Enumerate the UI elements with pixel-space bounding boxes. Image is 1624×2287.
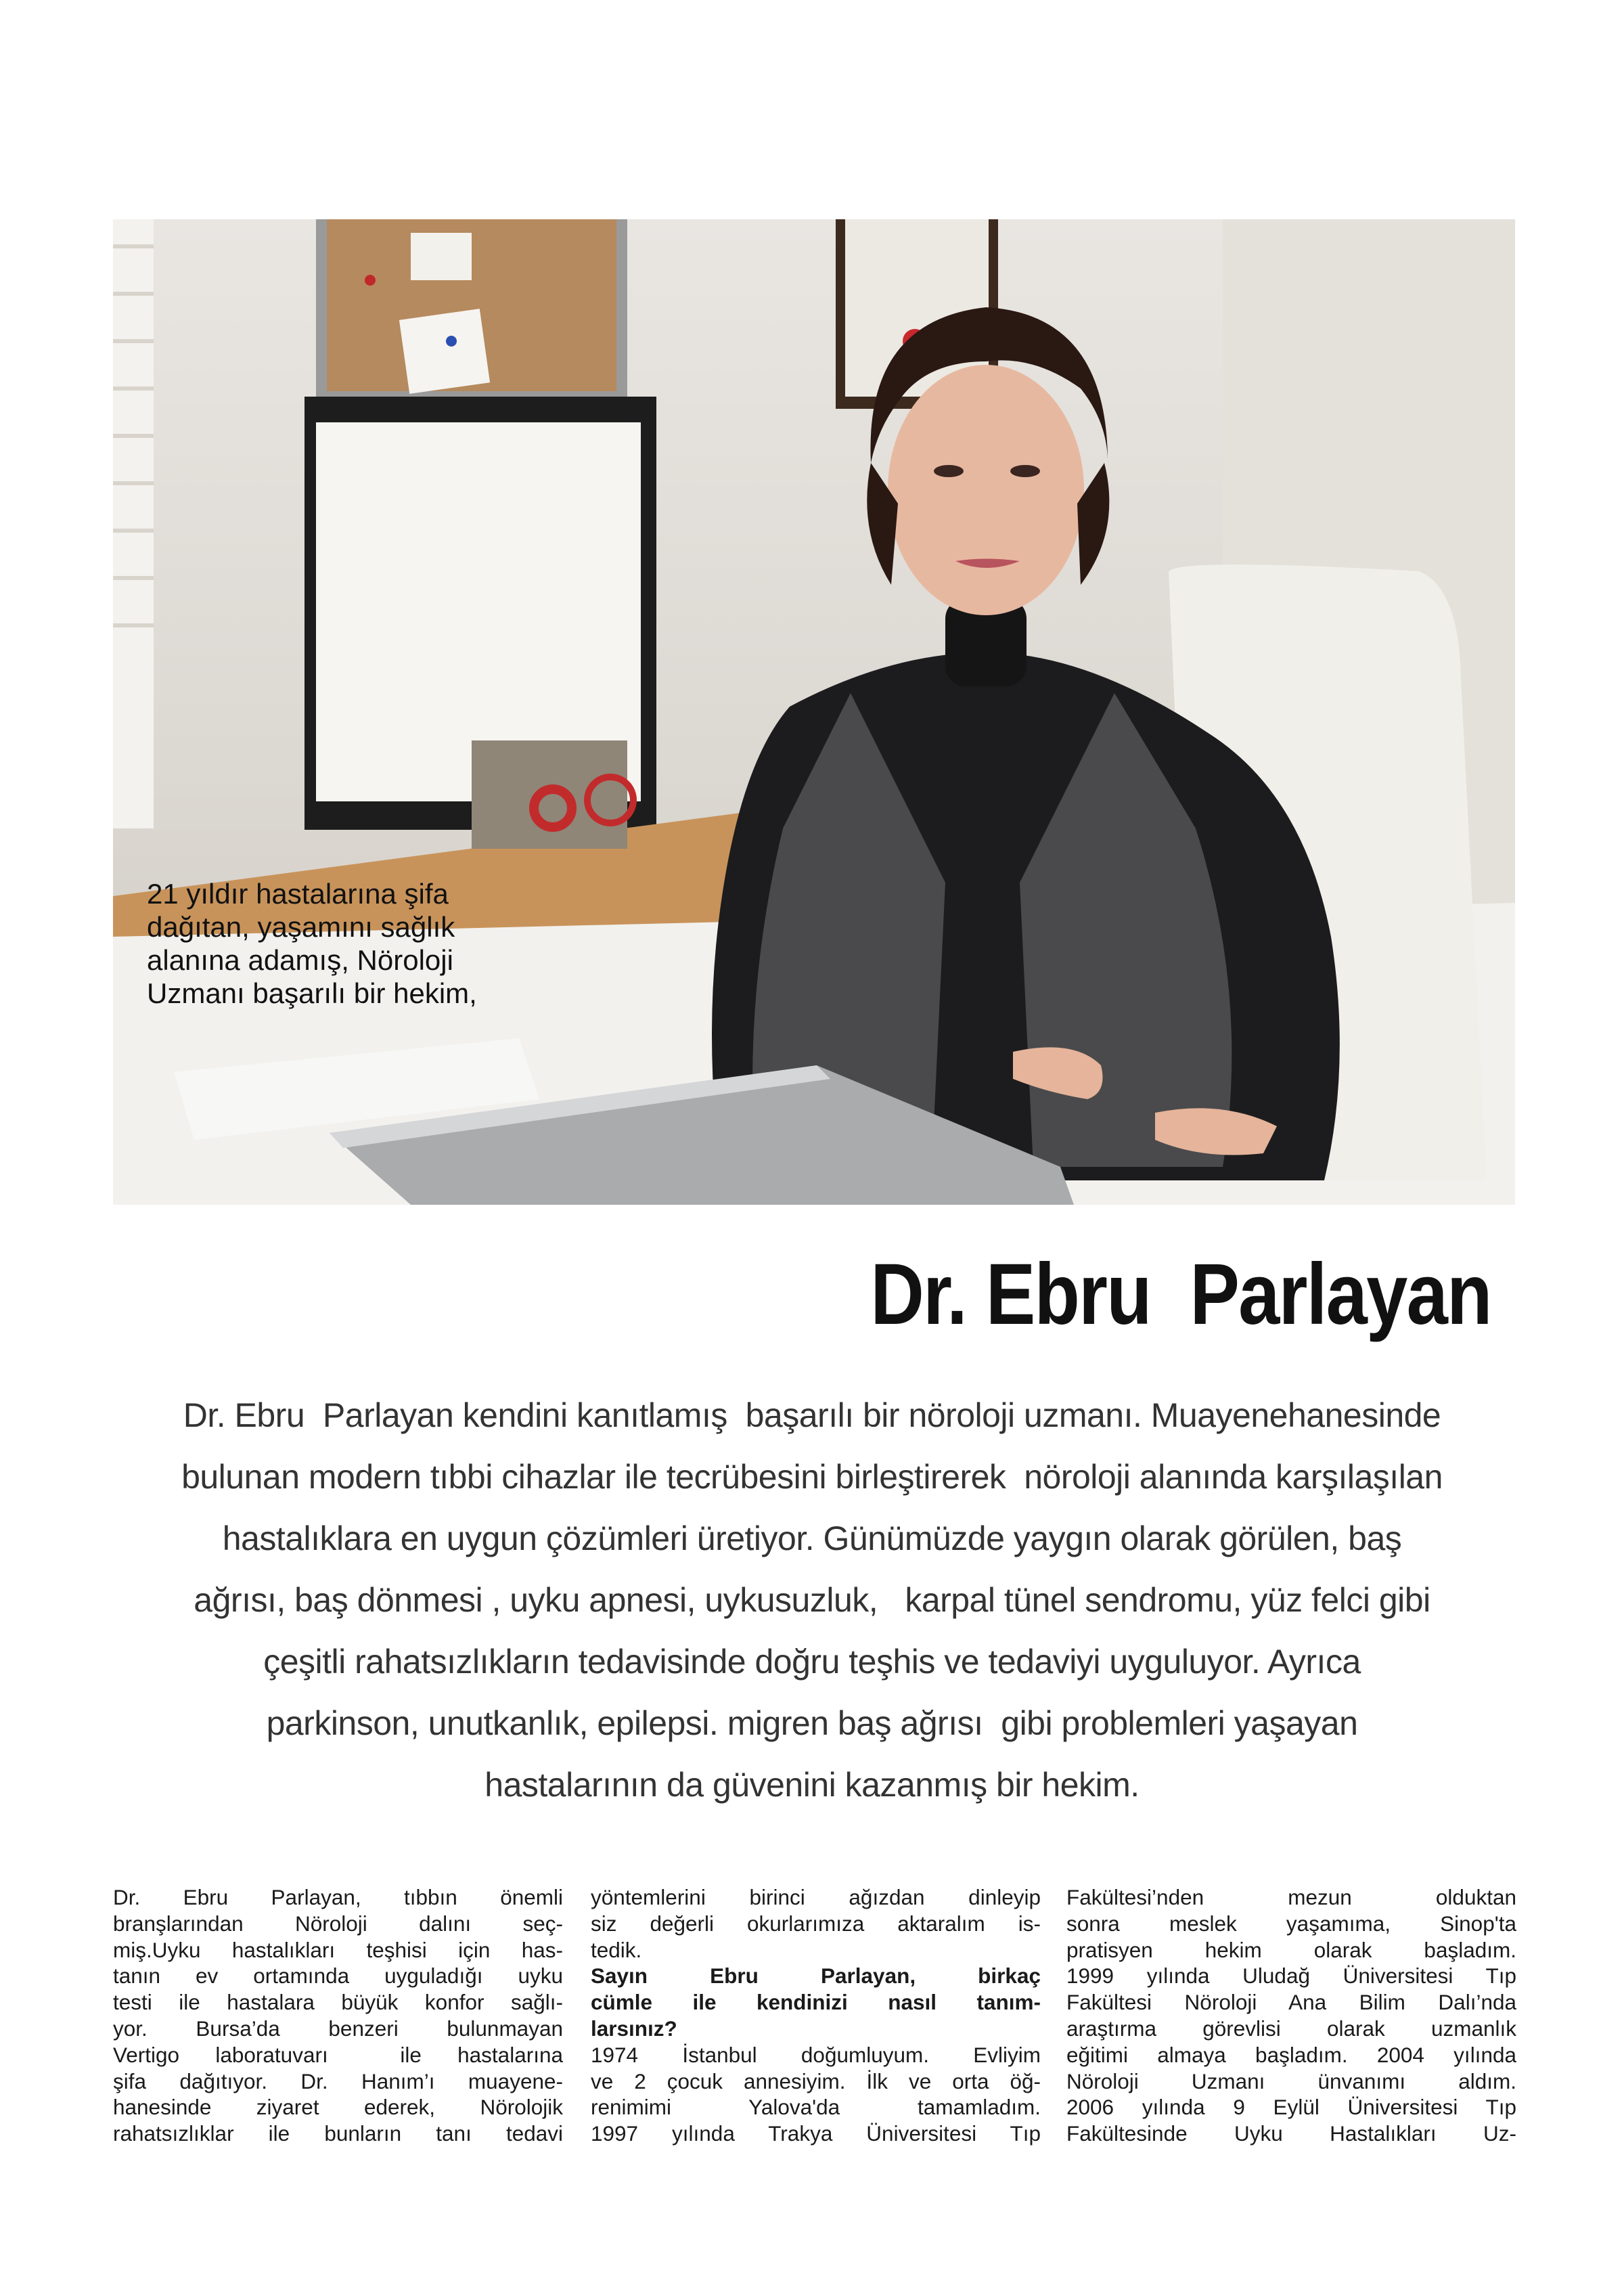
lead-line: bulunan modern tıbbi cihazlar ile tecrübesini birleştirerek nöroloji alanında karşılaşılan xyxy=(181,1458,1443,1496)
body-line: sonra meslek yaşamıma, Sinop'ta xyxy=(1066,1911,1516,1936)
lead-paragraph xyxy=(108,1385,1516,1816)
body-line: testi ile hastalara büyük konfor sağlı- xyxy=(113,1990,563,2015)
body-line: Fakültesi’nden mezun olduktan xyxy=(1066,1885,1516,1909)
body-line: Vertigo laboratuvarı ile hastalarına xyxy=(113,2042,563,2067)
body-line: tanın ev ortamında uyguladığı uyku xyxy=(113,1963,563,1989)
body-line: Nöroloji Uzmanı ünvanımı aldım. xyxy=(1066,2068,1516,2093)
body-column-3 xyxy=(1066,1884,1516,2147)
body-line: şifa dağıtıyor. Dr. Hanım’ı muayene- xyxy=(113,2068,563,2093)
body-line: branşlarından Nöroloji dalını seç- xyxy=(113,1911,563,1936)
portrait-photo xyxy=(113,219,1515,1205)
lead-line: Dr. Ebru Parlayan kendini kanıtlamış başarılı bir nöroloji uzmanı. Muayenehanesinde xyxy=(183,1396,1441,1434)
body-line: yor. Bursa’da benzeri bulunmayan xyxy=(113,2016,563,2041)
lead-line: çeşitli rahatsızlıkların tedavisinde doğru teşhis ve tedaviyi uyguluyor. Ayrıca xyxy=(263,1643,1361,1681)
body-line: renimimi Yalova'da tamamladım. xyxy=(591,2095,1041,2120)
body-line: ve 2 çocuk annesiyim. İlk ve orta öğ- xyxy=(591,2068,1041,2093)
body-line: 2006 yılında 9 Eylül Üniversitesi Tıp xyxy=(1066,2095,1516,2120)
body-line: 1999 yılında Uludağ Üniversitesi Tıp xyxy=(1066,1963,1516,1989)
body-line: eğitimi almaya başladım. 2004 yılında xyxy=(1066,2042,1516,2067)
body-line: miş.Uyku hastalıkları teşhisi için has- xyxy=(113,1937,563,1962)
office-scene-illustration xyxy=(113,219,1515,1205)
body-line: siz değerli okurlarımıza aktaralım is- xyxy=(591,1911,1041,1936)
lead-line: parkinson, unutkanlık, epilepsi. migren baş ağrısı gibi problemleri yaşayan xyxy=(266,1704,1358,1742)
body-line: rahatsızlıklar ile bunların tanı tedavi xyxy=(113,2121,563,2146)
lead-line: hastalıklara en uygun çözümleri üretiyor. Günümüzde yaygın olarak görülen, baş xyxy=(222,1519,1402,1557)
body-line: hanesinde ziyaret ederek, Nörolojik xyxy=(113,2095,563,2120)
body-line: Dr. Ebru Parlayan, tıbbın önemli xyxy=(113,1885,563,1909)
interview-question-line: Sayın Ebru Parlayan, birkaç xyxy=(591,1963,1041,1989)
interview-question-line: larsınız? xyxy=(591,2016,677,2041)
body-line: yöntemlerini birinci ağızdan dinleyip xyxy=(591,1885,1041,1909)
body-line: 1974 İstanbul doğumluyum. Evliyim xyxy=(591,2042,1041,2067)
body-line: tedik. xyxy=(591,1937,642,1962)
body-column-1 xyxy=(113,1884,563,2147)
lead-line: ağrısı, baş dönmesi , uyku apnesi, uykusuzluk, karpal tünel sendromu, yüz felci gibi xyxy=(194,1581,1430,1619)
lead-line: hastalarının da güvenini kazanmış bir hekim. xyxy=(484,1766,1140,1804)
body-column-2 xyxy=(591,1884,1041,2147)
body-line: araştırma görevlisi olarak uzmanlık xyxy=(1066,2016,1516,2041)
interview-question-line: cümle ile kendinizi nasıl tanım- xyxy=(591,1990,1041,2015)
body-line: pratisyen hekim olarak başladım. xyxy=(1066,1937,1516,1962)
body-line: Fakültesinde Uyku Hastalıkları Uz- xyxy=(1066,2121,1516,2146)
photo-caption: 21 yıldır hastalarına şifa dağıtan, yaşamını sağlık alanına adamış, Nöroloji Uzmanı başarılı bir hekim, xyxy=(147,878,477,1009)
body-line: 1997 yılında Trakya Üniversitesi Tıp xyxy=(591,2121,1041,2146)
article-title: Dr. Ebru Parlayan xyxy=(870,1246,1491,1343)
body-line: Fakültesi Nöroloji Ana Bilim Dalı’nda xyxy=(1066,1990,1516,2015)
